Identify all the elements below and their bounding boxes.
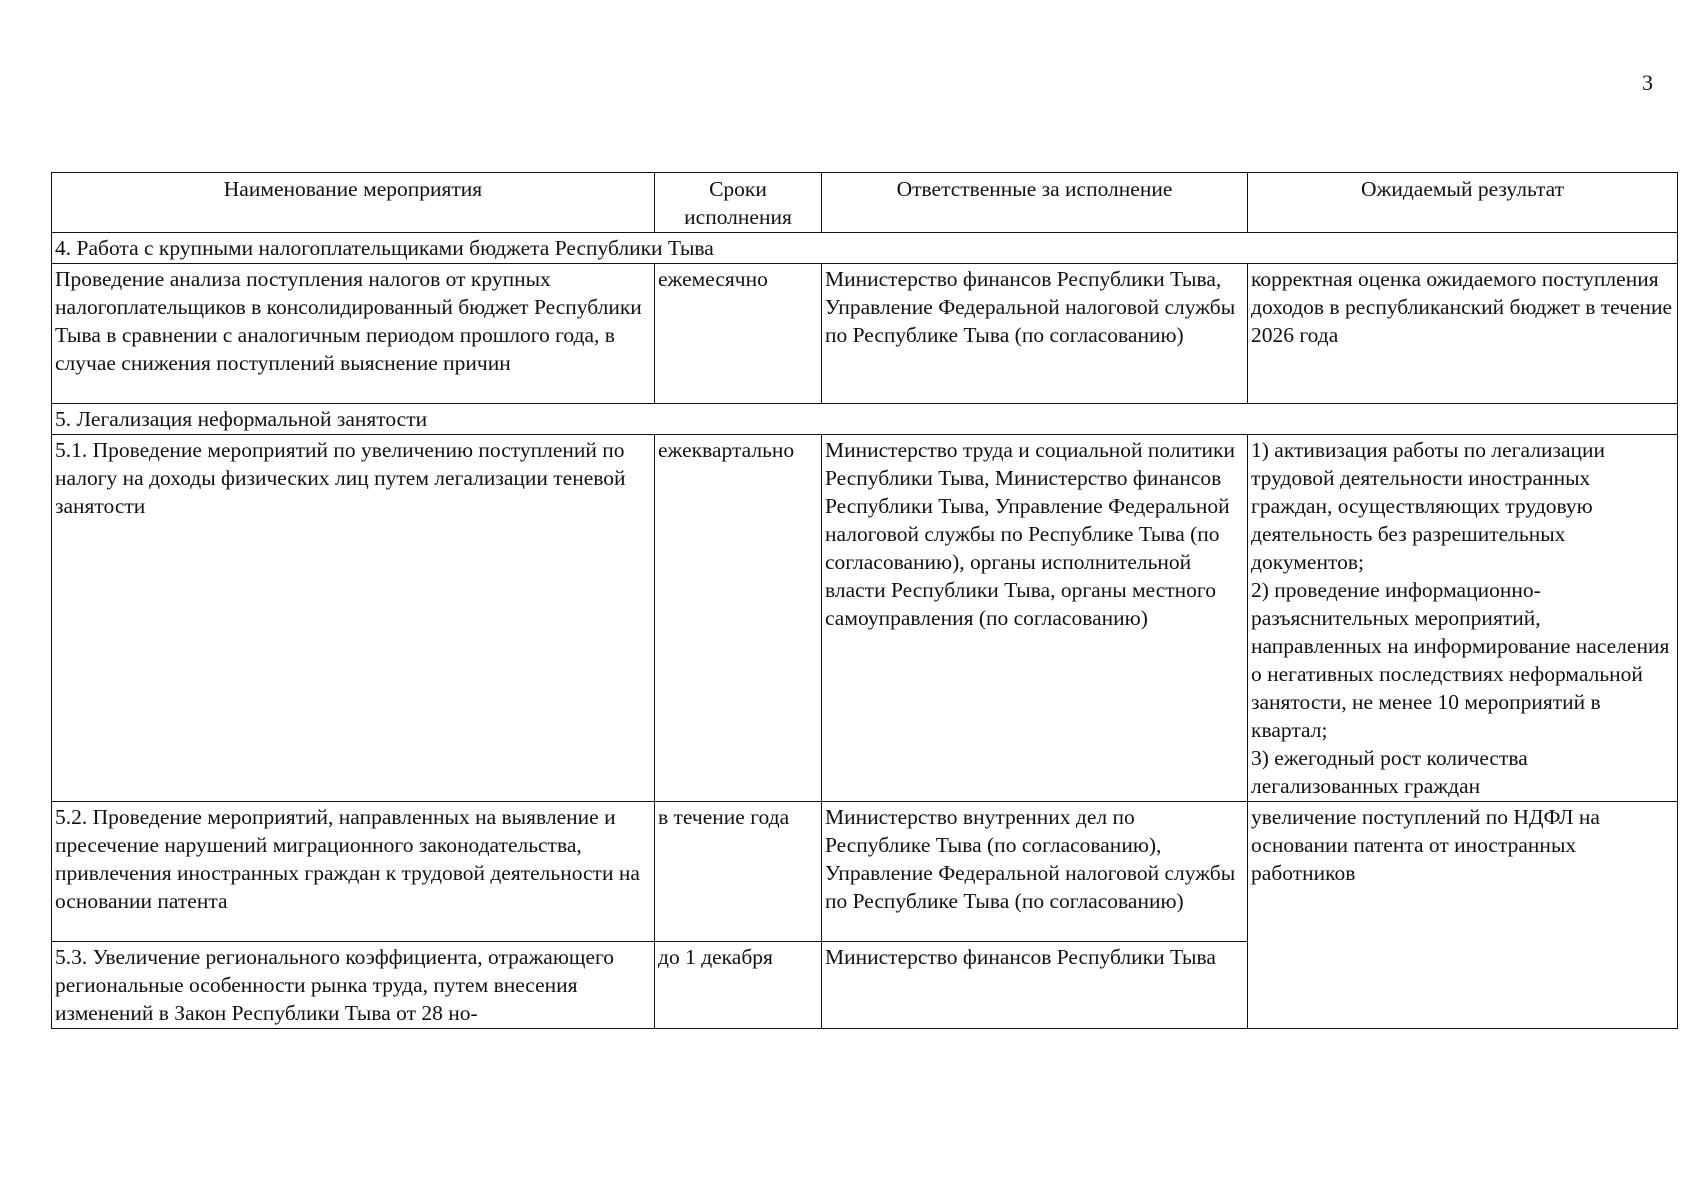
table-row bbox=[52, 264, 1678, 404]
page-number: 3 bbox=[1642, 70, 1653, 95]
section-5-title: 5. Легализация неформальной занятости bbox=[52, 404, 1678, 435]
result-item: 1) активизация работы по легализации трудовой деятельности иностранных граждан, осуществляющих трудовую деятельность без разрешительных документов; bbox=[1251, 438, 1606, 574]
row-5-1-result bbox=[1248, 435, 1678, 802]
row-4-name: Проведение анализа поступления налогов от крупных налогоплательщиков в консолидированный бюджет Республики Тыва в сравнении с аналогичным периодом прошлого года, в случае снижения поступлений выяснение причин bbox=[52, 264, 655, 404]
row-5-3-name: 5.3. Увеличение регионального коэффициента, отражающего региональные особенности рынка труда, путем внесения изменений в Закон Республики Тыва от 28 но- bbox=[52, 942, 655, 1029]
table-row bbox=[52, 802, 1678, 942]
row-5-2-terms: в течение года bbox=[655, 802, 822, 942]
row-5-3-terms: до 1 декабря bbox=[655, 942, 822, 1029]
row-4-result: корректная оценка ожидаемого поступления доходов в республиканский бюджет в течение 2026 года bbox=[1248, 264, 1678, 404]
result-item: 2) проведение информационно-разъяснительных мероприятий, направленных на информирование населения о негативных последствиях неформальной занятости, не менее 10 мероприятий в квартал; bbox=[1251, 578, 1670, 742]
row-5-2-responsible: Министерство внутренних дел по Республике Тыва (по согласованию), Управление Федеральной налоговой службы по Республике Тыва (по согласованию) bbox=[822, 802, 1248, 942]
row-5-1-terms: ежеквартально bbox=[655, 435, 822, 802]
section-row bbox=[52, 404, 1678, 435]
row-5-2-name: 5.2. Проведение мероприятий, направленных на выявление и пресечение нарушений миграционного законодательства, привлечения иностранных граждан к трудовой деятельности на основании патента bbox=[52, 802, 655, 942]
row-4-responsible: Министерство финансов Республики Тыва, Управление Федеральной налоговой службы по Республике Тыва (по согласованию) bbox=[822, 264, 1248, 404]
row-5-3-responsible: Министерство финансов Республики Тыва bbox=[822, 942, 1248, 1029]
header-result: Ожидаемый результат bbox=[1248, 173, 1678, 233]
table-header-row bbox=[52, 173, 1678, 233]
row-4-terms: ежемесячно bbox=[655, 264, 822, 404]
row-5-1-name: 5.1. Проведение мероприятий по увеличению поступлений по налогу на доходы физических лиц путем легализации теневой занятости bbox=[52, 435, 655, 802]
header-name: Наименование мероприятия bbox=[52, 173, 655, 233]
header-terms: Сроки исполнения bbox=[655, 173, 822, 233]
row-5-1-responsible: Министерство труда и социальной политики Республики Тыва, Министерство финансов Республики Тыва, Управление Федеральной налоговой службы по Республике Тыва (по согласованию), органы исполнительной власти Республики Тыва, органы местного самоуправления (по согласованию) bbox=[822, 435, 1248, 802]
section-4-title: 4. Работа с крупными налогоплательщиками бюджета Республики Тыва bbox=[52, 233, 1678, 264]
table-row bbox=[52, 435, 1678, 802]
section-row bbox=[52, 233, 1678, 264]
row-5-2-result: увеличение поступлений по НДФЛ на основании патента от иностранных работников bbox=[1248, 802, 1678, 1029]
result-item: 3) ежегодный рост количества легализованных граждан bbox=[1251, 746, 1528, 798]
header-responsible: Ответственные за исполнение bbox=[822, 173, 1248, 233]
action-plan-table bbox=[51, 172, 1678, 1029]
